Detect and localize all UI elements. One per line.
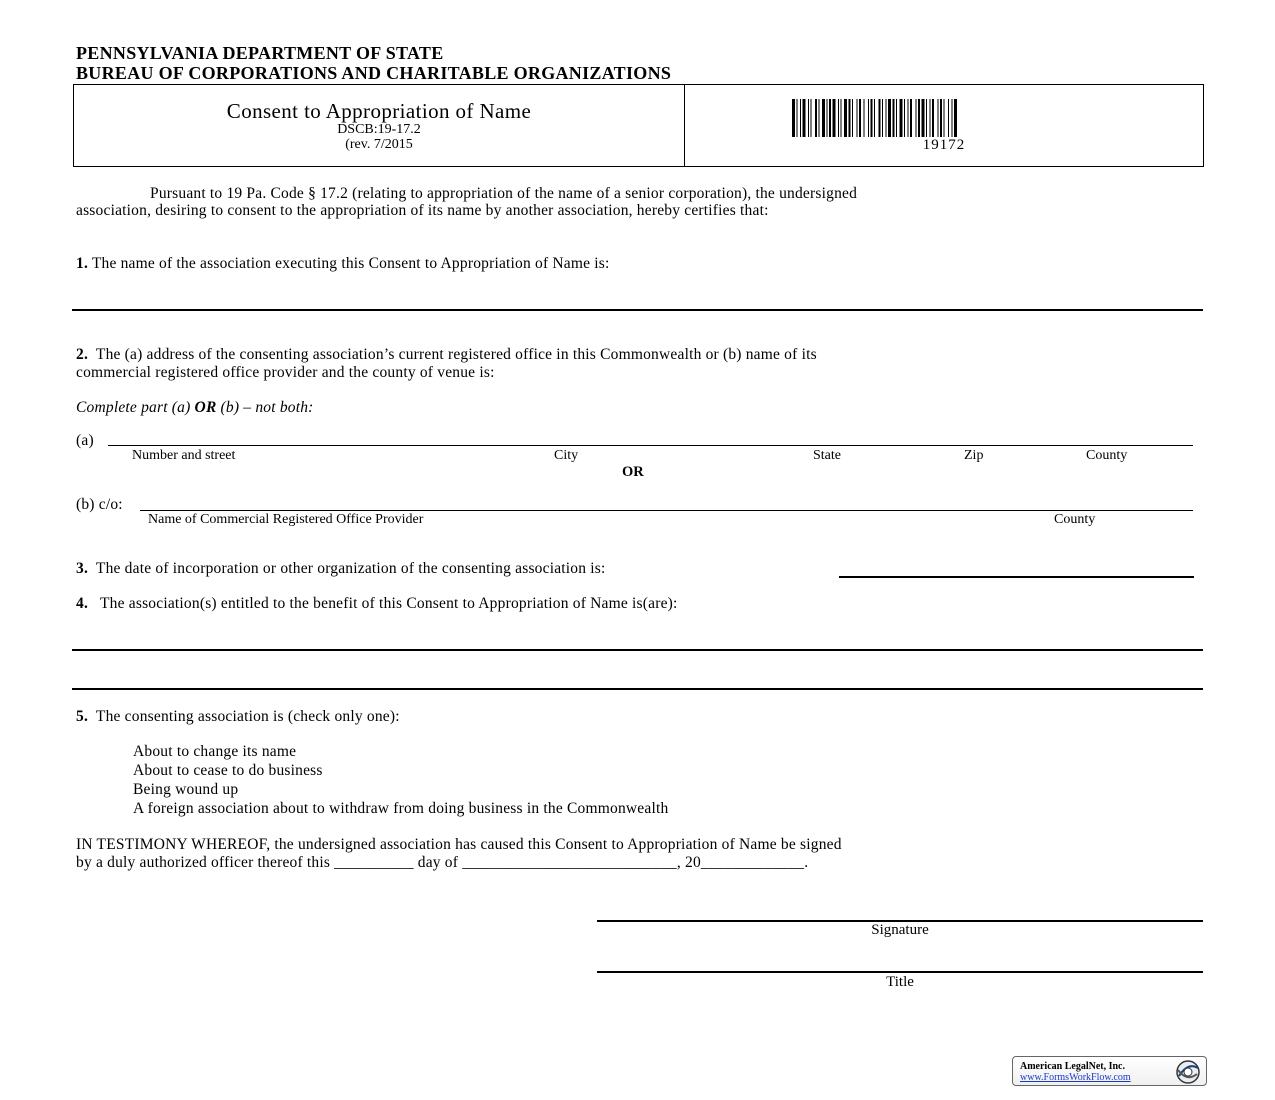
or-label: OR — [622, 464, 644, 480]
provider-label: Name of Commercial Registered Office Provider — [148, 512, 424, 527]
instruction-pre: Complete part (a) — [76, 399, 195, 416]
item-2-line-2: commercial registered office provider and the county of venue is: — [76, 364, 495, 381]
testimony-line-2: by a duly authorized officer thereof this __________ day of ___________________________, 20_____________. — [76, 854, 809, 871]
item-2-line-1 — [76, 346, 817, 364]
signature-label: Signature — [871, 922, 929, 938]
item-1-number: 1. — [76, 255, 89, 272]
option-change-name[interactable]: About to change its name — [133, 743, 297, 760]
state-label: State — [813, 448, 841, 463]
item-1 — [76, 255, 610, 273]
item-1-text: The name of the association executing this Consent to Appropriation of Name is: — [91, 255, 610, 272]
incorporation-date-field[interactable] — [839, 576, 1194, 578]
beneficiary-field-2[interactable] — [72, 688, 1203, 690]
county-label-a: County — [1086, 448, 1128, 463]
item-4-number: 4. — [76, 595, 89, 612]
legalnet-company: American LegalNet, Inc. — [1020, 1061, 1125, 1072]
item-3 — [76, 560, 606, 578]
part-b-label: (b) c/o: — [76, 496, 123, 513]
title-box — [73, 84, 1204, 167]
testimony-line-1: IN TESTIMONY WHEREOF, the undersigned association has caused this Consent to Appropriation of Name be signed — [76, 836, 842, 853]
form-title: Consent to Appropriation of Name — [226, 99, 532, 123]
item-4 — [76, 595, 678, 613]
zip-label: Zip — [964, 448, 984, 463]
street-label: Number and street — [132, 448, 236, 463]
instruction-or: OR — [194, 399, 217, 416]
department-heading: PENNSYLVANIA DEPARTMENT OF STATE — [76, 43, 444, 63]
barcode-icon — [792, 99, 1096, 137]
option-wound-up[interactable]: Being wound up — [133, 781, 239, 798]
beneficiary-field-1[interactable] — [72, 649, 1203, 651]
title-label: Title — [886, 974, 914, 990]
item-5 — [76, 708, 400, 726]
item-5-text: The consenting association is (check only one): — [95, 708, 400, 725]
form-code: DSCB:19-17.2 — [337, 122, 421, 137]
barcode-number: 19172 — [922, 137, 966, 153]
option-foreign-withdraw[interactable]: A foreign association about to withdraw from doing business in the Commonwealth — [133, 800, 669, 817]
item-3-text: The date of incorporation or other organization of the consenting association is: — [95, 560, 606, 577]
intro-line-2: association, desiring to consent to the appropriation of its name by another association, hereby certifies that: — [76, 202, 769, 219]
part-a-label: (a) — [76, 432, 94, 449]
form-revision: (rev. 7/2015 — [345, 137, 413, 152]
item-2-number: 2. — [76, 346, 89, 363]
part-b-provider-field[interactable] — [140, 510, 1193, 511]
county-label-b: County — [1054, 512, 1096, 527]
item-4-text: The association(s) entitled to the benefit of this Consent to Appropriation of Name is(are): — [99, 595, 678, 612]
item-2-text: The (a) address of the consenting association’s current registered office in this Commonwealth or (b) name of its — [95, 346, 817, 363]
item-3-number: 3. — [76, 560, 89, 577]
bureau-heading: BUREAU OF CORPORATIONS AND CHARITABLE ORGANIZATIONS — [76, 63, 672, 83]
city-label: City — [554, 448, 579, 463]
option-cease-business[interactable]: About to cease to do business — [133, 762, 323, 779]
part-a-address-field[interactable] — [108, 445, 1193, 446]
intro-line-1: Pursuant to 19 Pa. Code § 17.2 (relating to appropriation of the name of a senior corporation), the undersigned — [150, 185, 858, 202]
globe-logo-icon — [1172, 1059, 1202, 1085]
item-2-instruction — [76, 399, 314, 417]
legalnet-badge[interactable] — [1012, 1056, 1207, 1086]
item-5-number: 5. — [76, 708, 89, 725]
instruction-post: (b) – not both: — [216, 399, 314, 416]
title-field[interactable] — [597, 971, 1203, 973]
legalnet-url[interactable]: www.FormsWorkFlow.com — [1020, 1072, 1131, 1083]
association-name-field[interactable] — [72, 309, 1203, 311]
